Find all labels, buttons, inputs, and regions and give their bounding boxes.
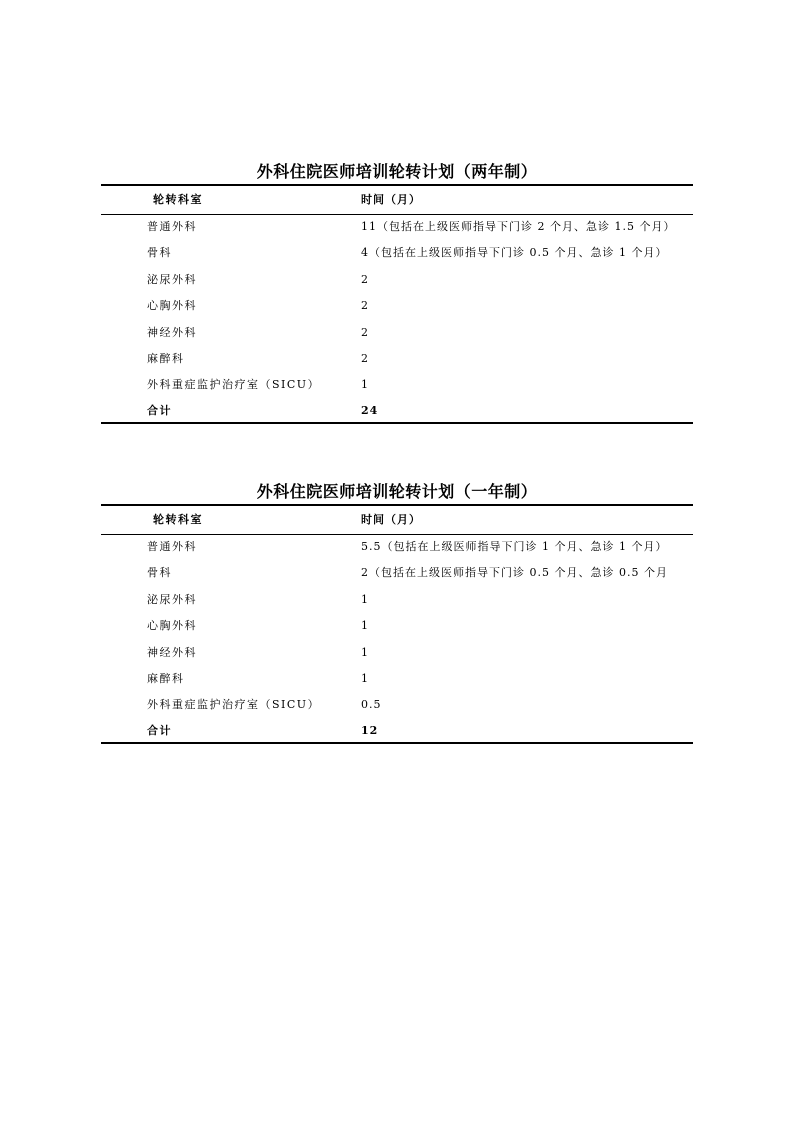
- total-label: 合计: [147, 724, 172, 737]
- table-row: [101, 666, 693, 692]
- header-time: 时间（月）: [361, 513, 421, 526]
- table-header-row: [101, 507, 693, 533]
- dept-cell: 外科重症监护治疗室（SICU）: [147, 378, 321, 391]
- table-total-row: [101, 398, 693, 424]
- time-cell: 2: [361, 299, 369, 312]
- header-time: 时间（月）: [361, 193, 421, 206]
- table-title: 外科住院医师培训轮转计划（一年制）: [256, 482, 538, 501]
- table-row: [101, 214, 693, 240]
- header-dept: 轮转科室: [153, 513, 203, 526]
- time-cell: 1: [361, 378, 369, 391]
- dept-cell: 神经外科: [147, 646, 197, 659]
- time-cell: 2: [361, 352, 369, 365]
- table-header-row: [101, 187, 693, 213]
- dept-cell: 泌尿外科: [147, 593, 197, 606]
- table-row: [101, 587, 693, 613]
- time-cell: 2（包括在上级医师指导下门诊 0.5 个月、急诊 0.5 个月: [361, 566, 668, 579]
- bottom-rule: [101, 422, 693, 424]
- table-row: [101, 293, 693, 319]
- time-cell: 1: [361, 593, 369, 606]
- time-cell: 1: [361, 619, 369, 632]
- table-row: [101, 346, 693, 372]
- time-cell: 0.5: [361, 698, 382, 711]
- dept-cell: 麻醉科: [147, 672, 185, 685]
- time-cell: 11（包括在上级医师指导下门诊 2 个月、急诊 1.5 个月）: [361, 220, 676, 233]
- header-dept: 轮转科室: [153, 193, 203, 206]
- table-row: [101, 240, 693, 266]
- time-cell: 2: [361, 273, 369, 286]
- dept-cell: 外科重症监护治疗室（SICU）: [147, 698, 321, 711]
- table-row: [101, 267, 693, 293]
- dept-cell: 普通外科: [147, 540, 197, 553]
- top-rule: [101, 184, 693, 186]
- time-cell: 5.5（包括在上级医师指导下门诊 1 个月、急诊 1 个月）: [361, 540, 668, 553]
- table-total-row: [101, 718, 693, 744]
- table-row: [101, 560, 693, 586]
- time-cell: 4（包括在上级医师指导下门诊 0.5 个月、急诊 1 个月）: [361, 246, 668, 259]
- total-value: 12: [361, 724, 379, 737]
- time-cell: 1: [361, 646, 369, 659]
- table-row: [101, 320, 693, 346]
- dept-cell: 普通外科: [147, 220, 197, 233]
- top-rule: [101, 504, 693, 506]
- table-row: [101, 692, 693, 718]
- table-title: 外科住院医师培训轮转计划（两年制）: [256, 162, 538, 181]
- time-cell: 1: [361, 672, 369, 685]
- total-label: 合计: [147, 404, 172, 417]
- table-row: [101, 613, 693, 639]
- dept-cell: 麻醉科: [147, 352, 185, 365]
- bottom-rule: [101, 742, 693, 744]
- table-row: [101, 372, 693, 398]
- time-cell: 2: [361, 326, 369, 339]
- dept-cell: 心胸外科: [147, 299, 197, 312]
- dept-cell: 心胸外科: [147, 619, 197, 632]
- dept-cell: 泌尿外科: [147, 273, 197, 286]
- dept-cell: 骨科: [147, 566, 172, 579]
- table-row: [101, 640, 693, 666]
- dept-cell: 神经外科: [147, 326, 197, 339]
- dept-cell: 骨科: [147, 246, 172, 259]
- table-row: [101, 534, 693, 560]
- total-value: 24: [361, 404, 379, 417]
